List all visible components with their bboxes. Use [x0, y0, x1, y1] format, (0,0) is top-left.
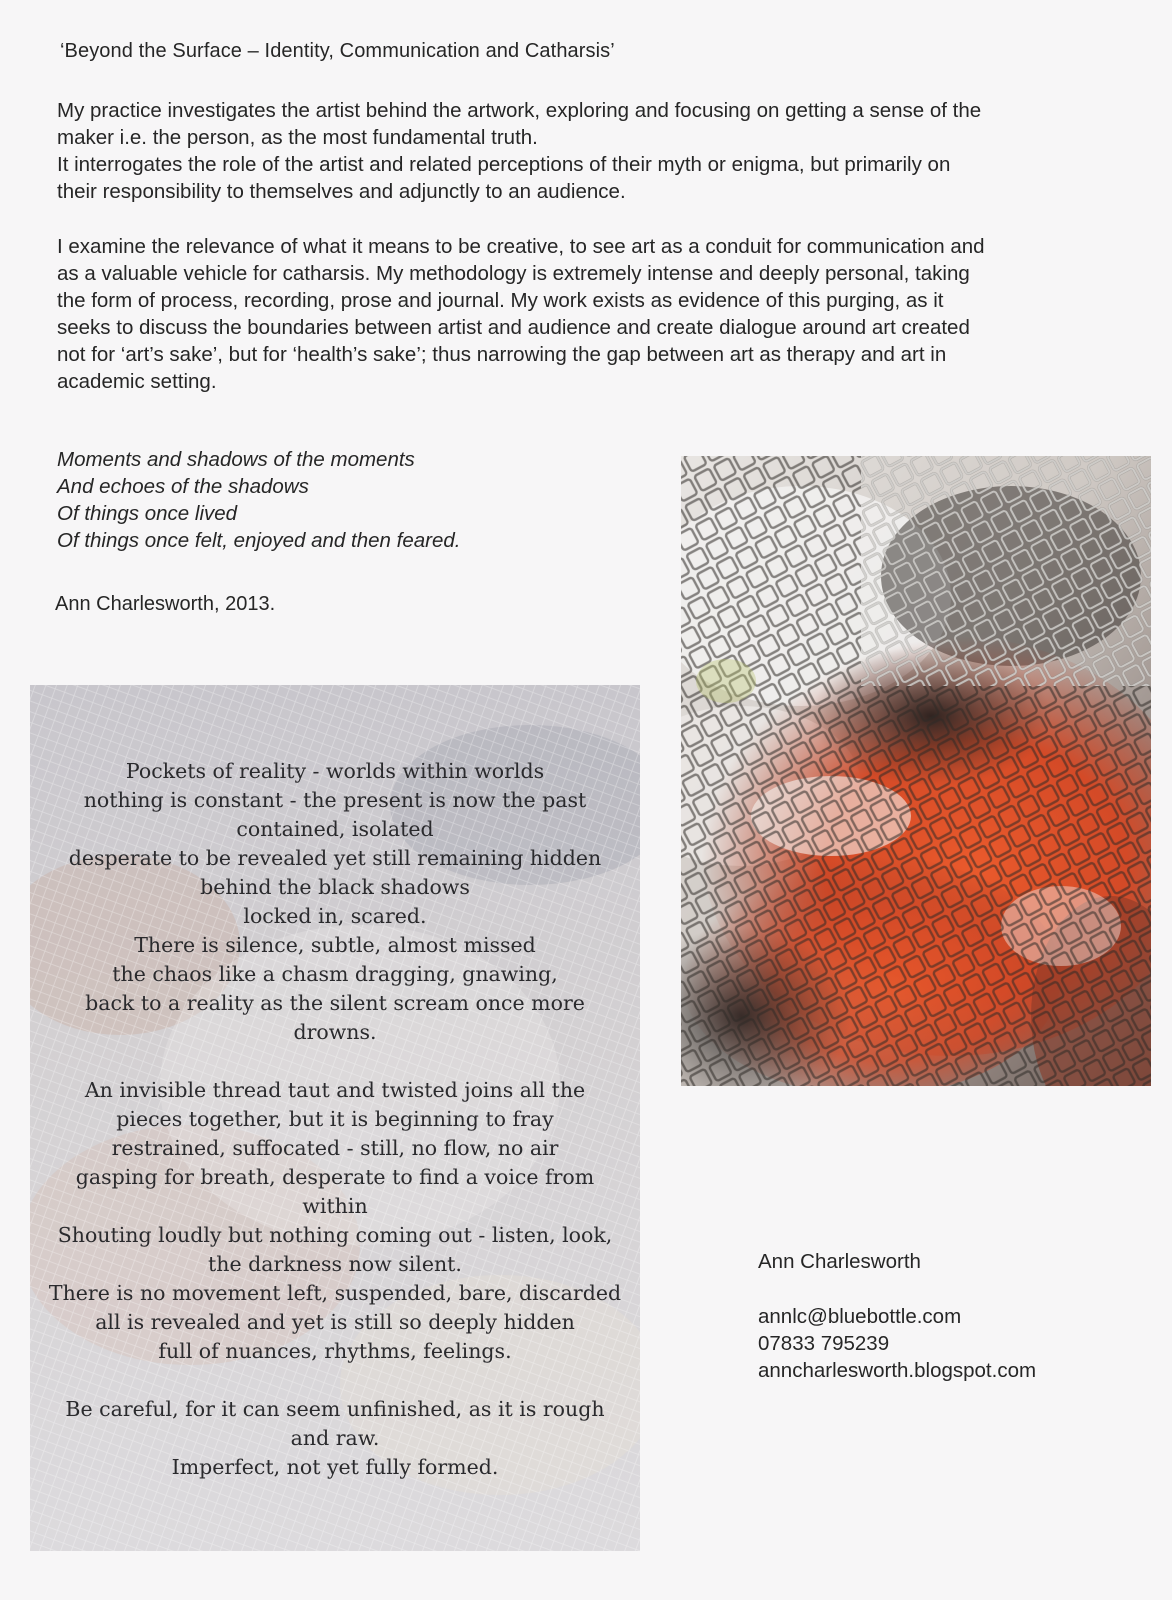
poem-line: gasping for breath, desperate to find a voice from [75, 1165, 595, 1189]
poem-line: pieces together, but it is beginning to fray [116, 1107, 554, 1131]
poem-line: contained, isolated [236, 817, 434, 841]
intro-line: It interrogates the role of the artist and related perceptions of their myth or enigma, but primarily on [57, 153, 951, 176]
poem-line: full of nuances, rhythms, feelings. [158, 1339, 512, 1363]
poem-line: the darkness now silent. [208, 1252, 462, 1276]
poem-line: restrained, suffocated - still, no flow, no air [111, 1136, 559, 1160]
poem-panel [30, 685, 640, 1551]
poem-line: Be careful, for it can seem unfinished, as it is rough [65, 1397, 605, 1421]
methodology-line: academic setting. [57, 370, 217, 393]
contact-spacer [758, 1275, 1036, 1303]
poem-line: drowns. [293, 1020, 377, 1044]
methodology-line: the form of process, recording, prose and journal. My work exists as evidence of this purging, as it [57, 289, 944, 312]
methodology-line: I examine the relevance of what it means to be creative, to see art as a conduit for communication and [57, 235, 985, 258]
italic-verse [57, 446, 460, 554]
statement-title: ‘Beyond the Surface – Identity, Communication and Catharsis’ [60, 40, 615, 62]
verse-line: Of things once lived [57, 502, 238, 525]
poem-line: behind the black shadows [200, 875, 470, 899]
contact-name: Ann Charlesworth [758, 1250, 921, 1273]
intro-line: maker i.e. the person, as the most fundamental truth. [57, 126, 538, 149]
poem-line: nothing is constant - the present is now the past [83, 788, 587, 812]
contact-email[interactable]: annlc@bluebottle.com [758, 1305, 962, 1328]
poem-line: all is revealed and yet is still so deeply hidden [95, 1310, 575, 1334]
stanza-break [30, 1366, 640, 1395]
verse-line: Moments and shadows of the moments [57, 448, 415, 471]
contact-phone: 07833 795239 [758, 1332, 890, 1355]
intro-paragraph [57, 97, 1127, 205]
poem-line: There is silence, subtle, almost missed [134, 933, 536, 957]
contact-website[interactable]: anncharlesworth.blogspot.com [758, 1359, 1037, 1382]
poem-line: locked in, scared. [243, 904, 427, 928]
poem-line: Shouting loudly but nothing coming out - listen, look, [57, 1223, 613, 1247]
intro-line: My practice investigates the artist behind the artwork, exploring and focusing on getting a sense of the [57, 99, 982, 122]
poem-line: Pockets of reality - worlds within worlds [125, 759, 545, 783]
contact-block [758, 1248, 1036, 1384]
stanza-break [30, 1047, 640, 1076]
methodology-line: seeks to discuss the boundaries between artist and audience and create dialogue around art created [57, 316, 970, 339]
poem-text [30, 757, 640, 1482]
verse-line: Of things once felt, enjoyed and then feared. [57, 529, 461, 552]
methodology-line: as a valuable vehicle for catharsis. My methodology is extremely intense and deeply personal, taking [57, 262, 970, 285]
poem-line: back to a reality as the silent scream once more [85, 991, 585, 1015]
artwork-texture-image [681, 456, 1151, 1086]
poem-line: An invisible thread taut and twisted joins all the [84, 1078, 586, 1102]
verse-line: And echoes of the shadows [57, 475, 309, 498]
intro-line: their responsibility to themselves and adjunctly to an audience. [57, 180, 626, 203]
methodology-paragraph [57, 233, 1127, 395]
methodology-line: not for ‘art’s sake’, but for ‘health’s sake’; thus narrowing the gap between art as therapy and art in [57, 343, 947, 366]
poem-line: and raw. [290, 1426, 380, 1450]
artwork-photo [681, 456, 1151, 1086]
verse-signature: Ann Charlesworth, 2013. [55, 593, 276, 615]
poem-line: There is no movement left, suspended, bare, discarded [48, 1281, 622, 1305]
poem-line: Imperfect, not yet fully formed. [171, 1455, 499, 1479]
poem-line: within [302, 1194, 368, 1218]
poem-line: desperate to be revealed yet still remaining hidden [68, 846, 602, 870]
poem-line: the chaos like a chasm dragging, gnawing, [112, 962, 558, 986]
